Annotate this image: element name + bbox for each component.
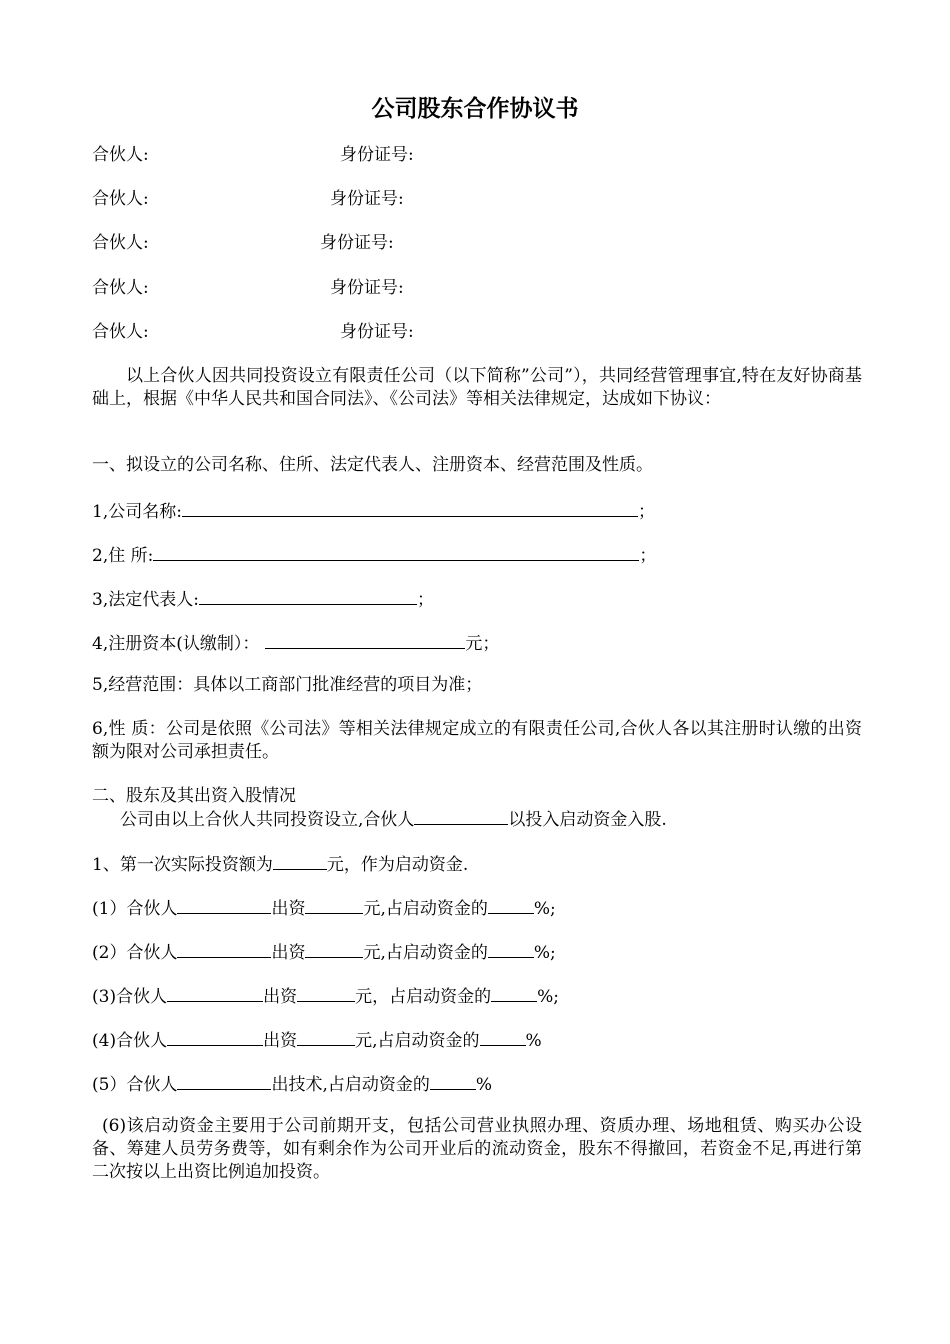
company-name-end: ； — [637, 502, 655, 522]
partner-contribution-3 — [92, 983, 559, 1009]
contribution-text: 元,占启动资金的 — [355, 1031, 480, 1051]
partner-line — [92, 232, 149, 255]
contribution-text: % — [475, 1075, 493, 1095]
partner-label: 合伙人: — [92, 189, 149, 209]
partner-name-blank — [177, 895, 271, 914]
partner-label: 合伙人: — [92, 278, 149, 298]
registered-capital-end: 元； — [465, 634, 500, 654]
contribution-text: (4)合伙人 — [92, 1031, 168, 1051]
contribution-text: 出资 — [271, 899, 306, 919]
partner-name-blank — [167, 983, 263, 1002]
amount-blank — [297, 983, 355, 1002]
amount-blank — [305, 939, 363, 958]
id-number-label: 身份证号: — [340, 145, 414, 165]
registered-capital-label: 4,注册资本(认缴制）： — [92, 634, 260, 654]
partner-label: 合伙人: — [92, 233, 149, 253]
contribution-text: %; — [533, 943, 556, 963]
contribution-text: 元，占启动资金的 — [355, 987, 492, 1007]
partner-line — [92, 277, 149, 300]
contribution-text: (3)合伙人 — [92, 987, 168, 1007]
contribution-text: (1）合伙人 — [92, 899, 178, 919]
percent-blank — [480, 1027, 526, 1046]
contribution-text: 元,占启动资金的 — [363, 943, 488, 963]
contribution-text: % — [525, 1031, 542, 1051]
registered-capital-blank — [265, 630, 465, 649]
contribution-text: %; — [537, 987, 559, 1007]
partner-label: 合伙人: — [92, 145, 149, 165]
first-investment-line — [92, 851, 468, 877]
partner-label: 合伙人: — [92, 322, 149, 342]
section2-heading: 二、股东及其出资入股情况 — [92, 786, 296, 806]
contribution-text: (2）合伙人 — [92, 943, 178, 963]
address-label: 2,住 所: — [92, 546, 154, 566]
first-investment-end: 元，作为启动资金. — [326, 855, 469, 875]
partner-line — [92, 188, 149, 211]
id-number-label: 身份证号: — [340, 322, 414, 342]
fund-usage-paragraph: (6)该启动资金主要用于公司前期开支，包括公司营业执照办理、资质办理、场地租赁、购买办公设备、筹建人员劳务费等，如有剩余作为公司开业后的流动资金，股东不得撤回，若资金不足,再进行第二次按以上出资比例追加投资。 — [92, 1116, 862, 1182]
contribution-text: 出资 — [263, 1031, 298, 1051]
partner-line — [92, 144, 149, 167]
section1-heading: 一、拟设立的公司名称、住所、法定代表人、注册资本、经营范围及性质。 — [92, 455, 653, 475]
company-name-blank — [182, 498, 638, 517]
id-number-label: 身份证号: — [330, 189, 404, 209]
nature-paragraph: 6,性 质：公司是依照《公司法》等相关法律规定成立的有限责任公司,合伙人各以其注册时认缴的出资额为限对公司承担责任。 — [92, 719, 862, 762]
shareholder-blank — [414, 806, 508, 825]
partner-line — [92, 321, 149, 344]
partner-contribution-2 — [92, 939, 556, 965]
address-end: ； — [639, 546, 657, 566]
legal-rep-end: ； — [416, 590, 434, 610]
shareholder-intro-line — [120, 806, 667, 832]
business-scope-line: 5,经营范围：具体以工商部门批准经营的项目为准； — [92, 675, 483, 695]
contribution-text: 出资 — [263, 987, 298, 1007]
id-number-label: 身份证号: — [320, 233, 394, 253]
percent-blank — [430, 1071, 476, 1090]
amount-blank — [297, 1027, 355, 1046]
shareholder-intro-text: 公司由以上合伙人共同投资设立,合伙人 — [120, 810, 415, 830]
partner-contribution-1 — [92, 895, 556, 921]
legal-rep-line — [92, 586, 434, 612]
legal-rep-blank — [199, 586, 417, 605]
legal-rep-label: 3,法定代表人: — [92, 590, 199, 610]
company-name-label: 1,公司名称: — [92, 502, 182, 522]
address-blank — [153, 542, 639, 561]
partner-name-blank — [177, 939, 271, 958]
shareholder-intro-end: 以投入启动资金入股. — [508, 810, 667, 830]
contribution-text: 元,占启动资金的 — [363, 899, 488, 919]
document-title: 公司股东合作协议书 — [371, 96, 579, 122]
percent-blank — [491, 983, 537, 1002]
registered-capital-line — [92, 630, 499, 656]
percent-blank — [488, 939, 534, 958]
first-investment-text: 1、第一次实际投资额为 — [92, 855, 273, 875]
partner-name-blank — [167, 1027, 263, 1046]
amount-blank — [305, 895, 363, 914]
id-number-label: 身份证号: — [330, 278, 404, 298]
intro-paragraph: 以上合伙人因共同投资设立有限责任公司（以下简称”公司”），共同经营管理事宜,特在友好协商基础上，根据《中华人民共和国合同法》、《公司法》等相关法律规定，达成如下协议： — [92, 366, 862, 409]
contribution-text: %; — [533, 899, 556, 919]
contribution-text: 出资 — [271, 943, 306, 963]
partner-contribution-4 — [92, 1027, 542, 1053]
contribution-text: (5）合伙人 — [92, 1075, 178, 1095]
partner-contribution-5 — [92, 1071, 492, 1097]
address-line — [92, 542, 656, 568]
first-investment-blank — [273, 851, 327, 870]
contribution-text: 出技术,占启动资金的 — [271, 1075, 430, 1095]
percent-blank — [488, 895, 534, 914]
partner-name-blank — [177, 1071, 271, 1090]
company-name-line — [92, 498, 655, 524]
